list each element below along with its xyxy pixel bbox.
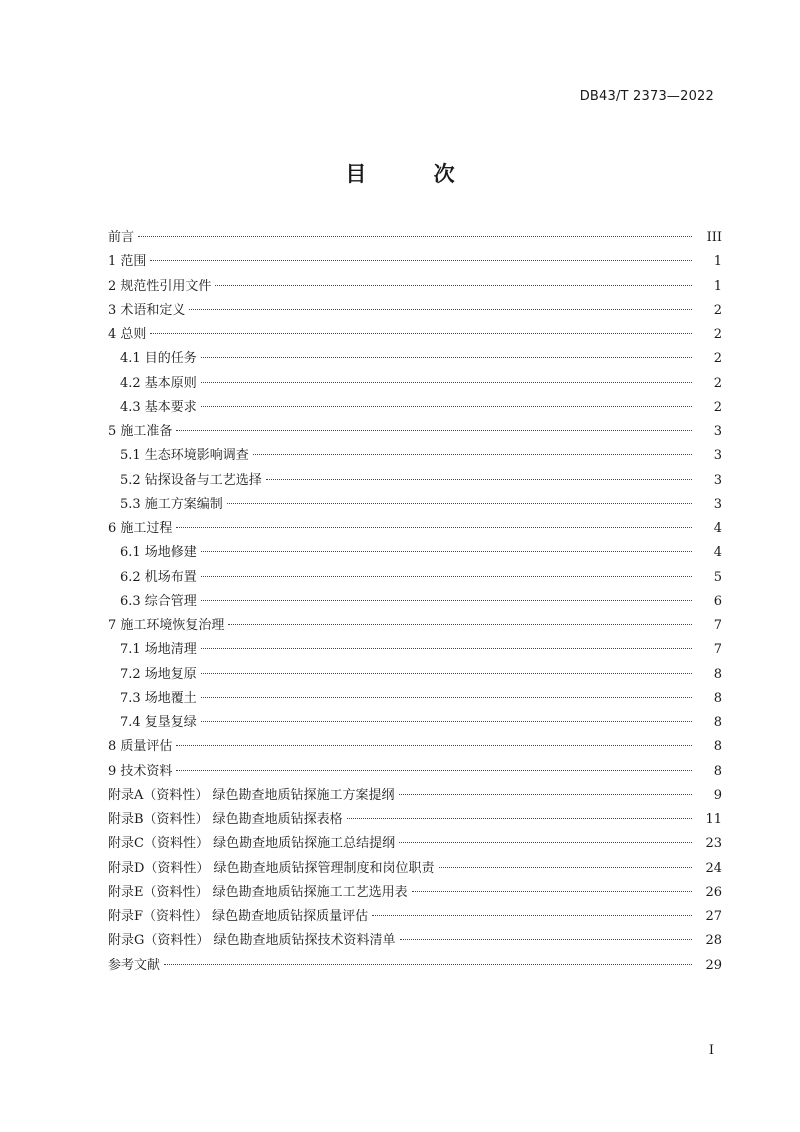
toc-entry-title: 4.3 基本要求 (120, 399, 197, 415)
toc-entry-title: 1 范围 (108, 254, 147, 270)
toc-entry[interactable] (108, 663, 722, 687)
toc-leader-dots (400, 939, 692, 940)
toc-leader-dots (253, 454, 692, 455)
toc-entry[interactable] (108, 323, 722, 347)
toc-entry[interactable] (108, 954, 722, 978)
toc-leader-dots (189, 309, 692, 310)
toc-entry-title: 附录D（资料性） 绿色勘查地质钻探管理制度和岗位职责 (108, 860, 435, 876)
toc-entry-title: 附录C（资料性） 绿色勘查地质钻探施工总结提纲 (108, 836, 396, 852)
toc-entry-page: 2 (713, 302, 722, 318)
toc-entry-title: 7.2 场地复原 (120, 666, 197, 682)
toc-entry-page: 2 (713, 351, 722, 367)
toc-entry-page: 7 (713, 618, 722, 633)
toc-entry-page: 1 (713, 278, 722, 294)
toc-entry[interactable] (108, 638, 722, 662)
toc-entry-title: 参考文献 (108, 957, 161, 973)
toc-entry-page: 7 (713, 642, 722, 658)
toc-entry[interactable] (108, 226, 722, 250)
toc-entry-title: 7 施工环境恢复治理 (108, 618, 225, 633)
toc-entry-title: 7.4 复垦复绿 (120, 715, 197, 730)
toc-entry[interactable] (108, 929, 722, 953)
standard-code: DB43/T 2373—2022 (579, 89, 714, 104)
toc-entry-page: 3 (713, 424, 722, 439)
toc-entry[interactable] (108, 566, 722, 590)
page-number: I (708, 1043, 714, 1058)
toc-entry-title: 7.1 场地清理 (120, 642, 197, 658)
toc-leader-dots (201, 576, 692, 577)
toc-entry-title: 附录F（资料性） 绿色勘查地质钻探质量评估 (108, 909, 369, 924)
toc-entry[interactable] (108, 275, 722, 299)
toc-entry[interactable] (108, 711, 722, 735)
toc-leader-dots (201, 406, 692, 407)
toc-entry-title: 6 施工过程 (108, 521, 173, 536)
toc-entry-page: 8 (713, 763, 722, 779)
toc-leader-dots (201, 697, 692, 698)
toc-entry[interactable] (108, 857, 722, 881)
toc-entry-page: 8 (713, 715, 722, 730)
toc-entry[interactable] (108, 590, 722, 614)
toc-leader-dots (215, 285, 692, 286)
toc-entry-title: 5.2 钻探设备与工艺选择 (120, 472, 262, 488)
toc-leader-dots (201, 382, 692, 383)
toc-entry-title: 附录A（资料性） 绿色勘查地质钻探施工方案提纲 (108, 787, 395, 803)
toc-entry-page: 3 (713, 472, 722, 488)
toc-entry-title: 5.1 生态环境影响调查 (120, 448, 249, 464)
toc-entry[interactable] (108, 760, 722, 784)
toc-entry-title: 4.2 基本原则 (120, 375, 197, 391)
page-title: 目 次 (345, 162, 485, 186)
toc-entry-page: III (706, 230, 722, 245)
toc-entry-page: 4 (713, 521, 722, 536)
toc-entry-title: 8 质量评估 (108, 739, 173, 755)
toc-entry[interactable] (108, 905, 722, 929)
toc-entry-title: 5.3 施工方案编制 (120, 496, 223, 512)
toc-entry-page: 8 (713, 690, 722, 706)
toc-entry[interactable] (108, 541, 722, 565)
toc-entry-page: 23 (705, 836, 722, 852)
toc-entry-title: 5 施工准备 (108, 424, 173, 439)
toc-entry-title: 2 规范性引用文件 (108, 278, 212, 294)
toc-leader-dots (228, 624, 692, 625)
toc-entry-page: 27 (705, 909, 722, 924)
toc-entry[interactable] (108, 881, 722, 905)
toc-entry[interactable] (108, 687, 722, 711)
toc-leader-dots (201, 357, 692, 358)
toc-entry-title: 6.3 综合管理 (120, 593, 197, 609)
toc-leader-dots (176, 527, 692, 528)
toc-entry-page: 11 (705, 812, 722, 827)
toc-entry-page: 5 (713, 569, 722, 585)
toc-entry-page: 2 (713, 399, 722, 415)
toc-entry[interactable] (108, 832, 722, 856)
toc-leader-dots (347, 818, 692, 819)
toc-leader-dots (201, 673, 692, 674)
toc-entry-page: 3 (713, 448, 722, 464)
toc-entry-title: 附录G（资料性） 绿色勘查地质钻探技术资料清单 (108, 933, 396, 949)
toc-entry-page: 8 (713, 666, 722, 682)
toc-entry-title: 4.1 目的任务 (120, 351, 197, 367)
toc-entry[interactable] (108, 299, 722, 323)
toc-leader-dots (150, 333, 692, 334)
toc-leader-dots (439, 867, 692, 868)
toc-entry-page: 24 (705, 860, 722, 876)
toc-entry-title: 附录E（资料性） 绿色勘查地质钻探施工工艺选用表 (108, 884, 408, 900)
toc-leader-dots (227, 503, 692, 504)
toc-entry[interactable] (108, 517, 722, 541)
toc-entry[interactable] (108, 614, 722, 638)
toc-entry[interactable] (108, 444, 722, 468)
toc-entry[interactable] (108, 808, 722, 832)
toc-entry[interactable] (108, 784, 722, 808)
toc-entry[interactable] (108, 347, 722, 371)
toc-entry-title: 6.1 场地修建 (120, 545, 197, 561)
toc-entry[interactable] (108, 250, 722, 274)
toc-entry-title: 附录B（资料性） 绿色勘查地质钻探表格 (108, 812, 343, 827)
toc-entry[interactable] (108, 420, 722, 444)
toc-leader-dots (399, 794, 692, 795)
table-of-contents (108, 226, 722, 978)
toc-leader-dots (266, 479, 692, 480)
toc-entry[interactable] (108, 469, 722, 493)
toc-entry-page: 3 (713, 496, 722, 512)
toc-leader-dots (164, 964, 692, 965)
toc-leader-dots (138, 236, 692, 237)
toc-entry[interactable] (108, 372, 722, 396)
toc-entry[interactable] (108, 493, 722, 517)
toc-entry-page: 4 (713, 545, 722, 561)
toc-entry-page: 8 (713, 739, 722, 755)
toc-entry-title: 3 术语和定义 (108, 302, 186, 318)
toc-leader-dots (201, 551, 692, 552)
toc-leader-dots (412, 891, 692, 892)
toc-entry-page: 6 (713, 593, 722, 609)
toc-leader-dots (201, 648, 692, 649)
toc-entry-page: 28 (705, 933, 722, 949)
toc-entry-page: 29 (705, 957, 722, 973)
toc-leader-dots (176, 770, 692, 771)
toc-entry-page: 26 (705, 884, 722, 900)
toc-entry-title: 前言 (108, 230, 135, 245)
toc-entry-page: 9 (713, 787, 722, 803)
toc-leader-dots (176, 430, 692, 431)
toc-entry-page: 2 (713, 375, 722, 391)
toc-entry-title: 7.3 场地覆土 (120, 690, 197, 706)
toc-entry-title: 4 总则 (108, 327, 147, 342)
toc-leader-dots (399, 842, 692, 843)
toc-entry[interactable] (108, 396, 722, 420)
toc-entry[interactable] (108, 735, 722, 759)
toc-leader-dots (201, 721, 692, 722)
toc-leader-dots (372, 915, 692, 916)
toc-leader-dots (150, 260, 692, 261)
toc-entry-title: 9 技术资料 (108, 763, 173, 779)
toc-entry-page: 2 (713, 327, 722, 342)
toc-entry-page: 1 (713, 254, 722, 270)
toc-leader-dots (201, 600, 692, 601)
toc-entry-title: 6.2 机场布置 (120, 569, 197, 585)
toc-leader-dots (176, 745, 692, 746)
